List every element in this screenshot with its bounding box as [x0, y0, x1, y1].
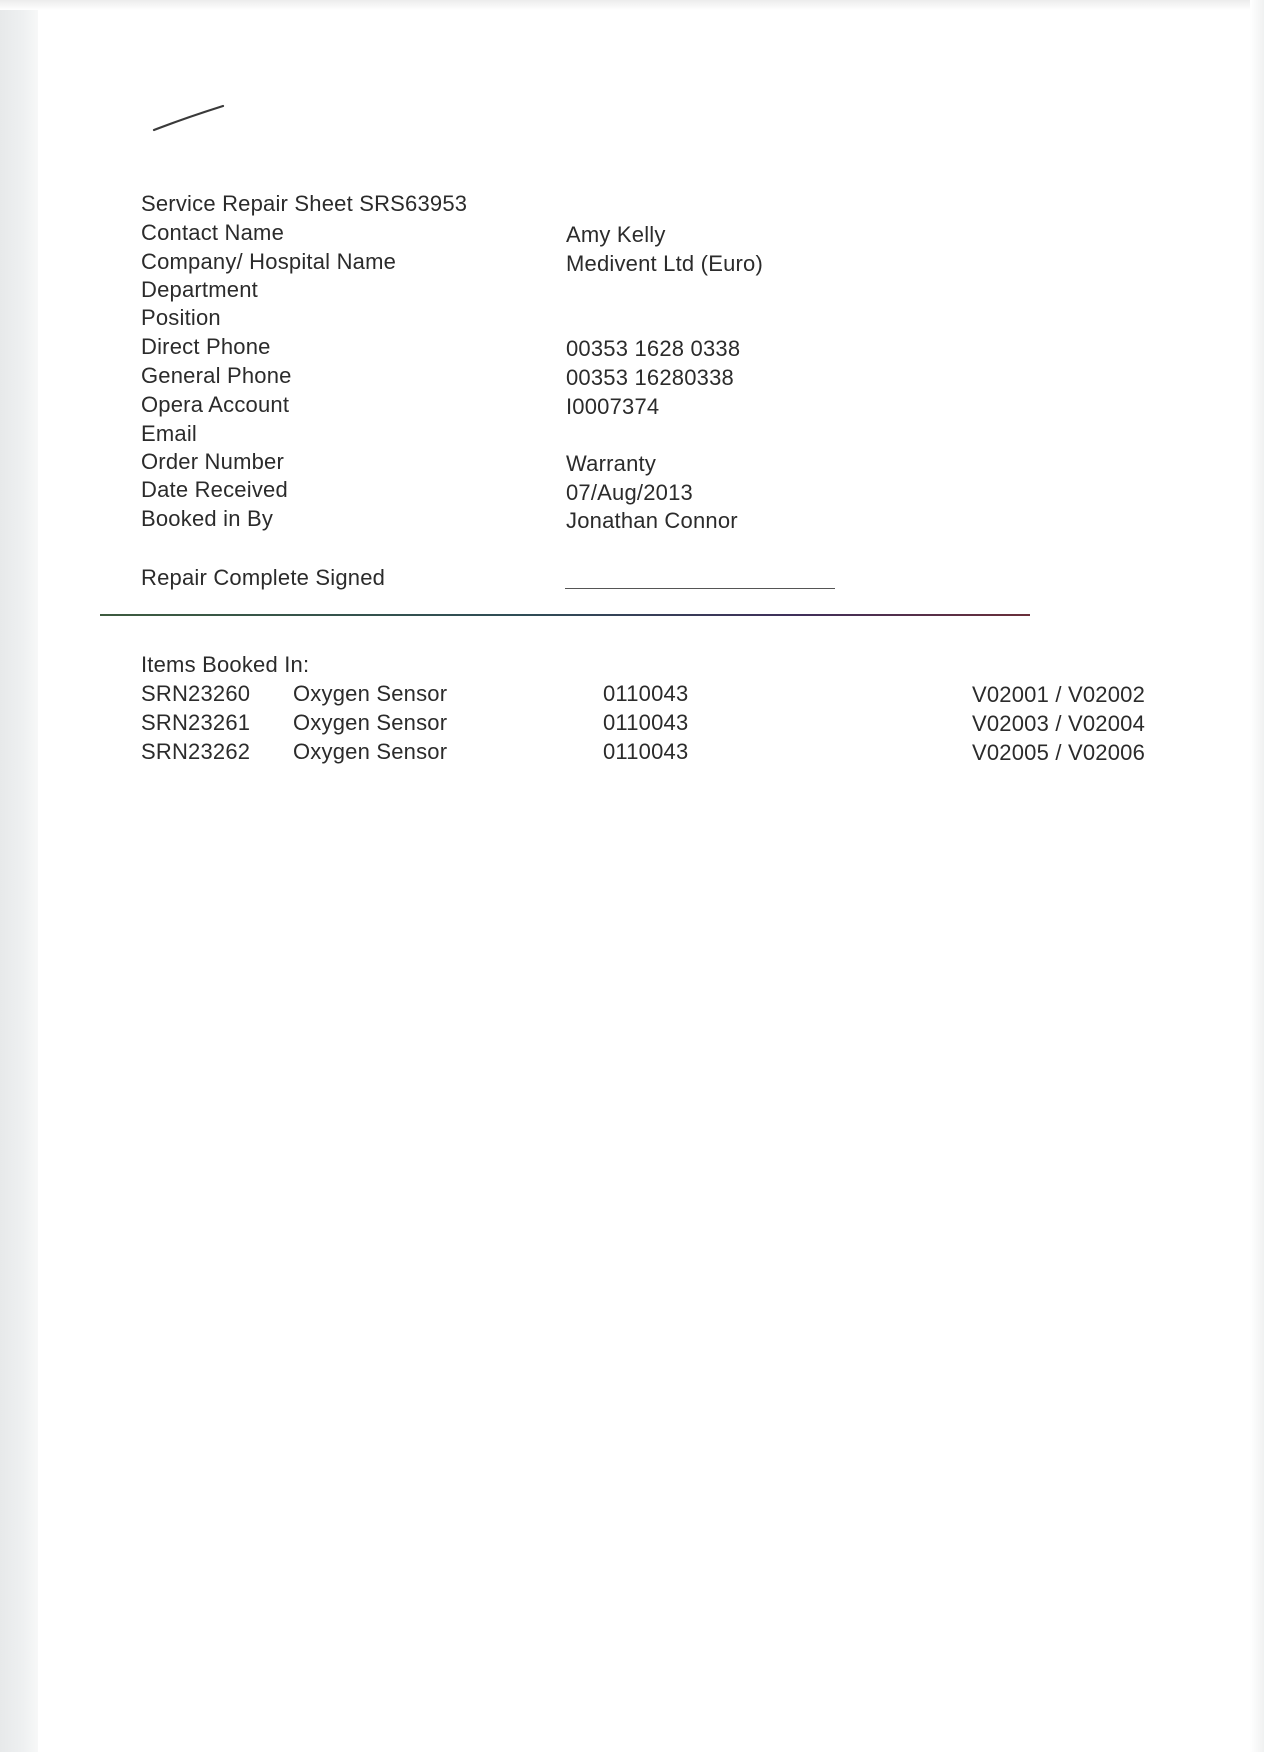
section-divider [100, 614, 1030, 616]
field-label-position: Position [141, 305, 221, 330]
scan-edge-top [0, 0, 1264, 10]
field-label-general-phone: General Phone [141, 363, 292, 388]
repair-complete-label: Repair Complete Signed [141, 565, 386, 590]
field-label-booked-in-by: Booked in By [141, 506, 274, 531]
field-value-date-received: 07/Aug/2013 [566, 480, 693, 505]
item-serials: V02001 / V02002 [972, 682, 1146, 707]
item-serials: V02005 / V02006 [972, 740, 1146, 765]
field-label-opera-account: Opera Account [141, 392, 290, 417]
items-heading: Items Booked In: [141, 652, 310, 677]
item-serials: V02003 / V02004 [972, 711, 1146, 736]
scan-edge-right [1250, 0, 1264, 1752]
field-label-contact-name: Contact Name [141, 220, 285, 245]
item-srn: SRN23260 [141, 681, 251, 706]
field-value-booked-in-by: Jonathan Connor [566, 508, 738, 533]
field-value-order-number: Warranty [566, 451, 657, 476]
item-srn: SRN23262 [141, 739, 251, 764]
field-value-opera-account: I0007374 [566, 394, 660, 419]
pen-stroke-mark [150, 100, 230, 140]
scan-edge-left [0, 0, 38, 1752]
field-label-direct-phone: Direct Phone [141, 334, 271, 359]
item-description: Oxygen Sensor [293, 681, 448, 706]
field-label-order-number: Order Number [141, 449, 284, 474]
field-value-direct-phone: 00353 1628 0338 [566, 336, 741, 361]
field-label-department: Department [141, 277, 258, 302]
item-description: Oxygen Sensor [293, 710, 448, 735]
item-description: Oxygen Sensor [293, 739, 448, 764]
field-value-general-phone: 00353 16280338 [566, 365, 734, 390]
field-value-company: Medivent Ltd (Euro) [566, 251, 763, 276]
sheet-title: Service Repair Sheet SRS63953 [141, 191, 468, 216]
field-label-date-received: Date Received [141, 477, 288, 502]
item-part-number: 0110043 [603, 710, 689, 735]
field-label-company: Company/ Hospital Name [141, 249, 397, 274]
item-srn: SRN23261 [141, 710, 251, 735]
field-value-contact-name: Amy Kelly [566, 222, 666, 247]
item-part-number: 0110043 [603, 681, 689, 706]
item-part-number: 0110043 [603, 739, 689, 764]
signature-line [565, 588, 835, 589]
field-label-email: Email [141, 421, 198, 446]
